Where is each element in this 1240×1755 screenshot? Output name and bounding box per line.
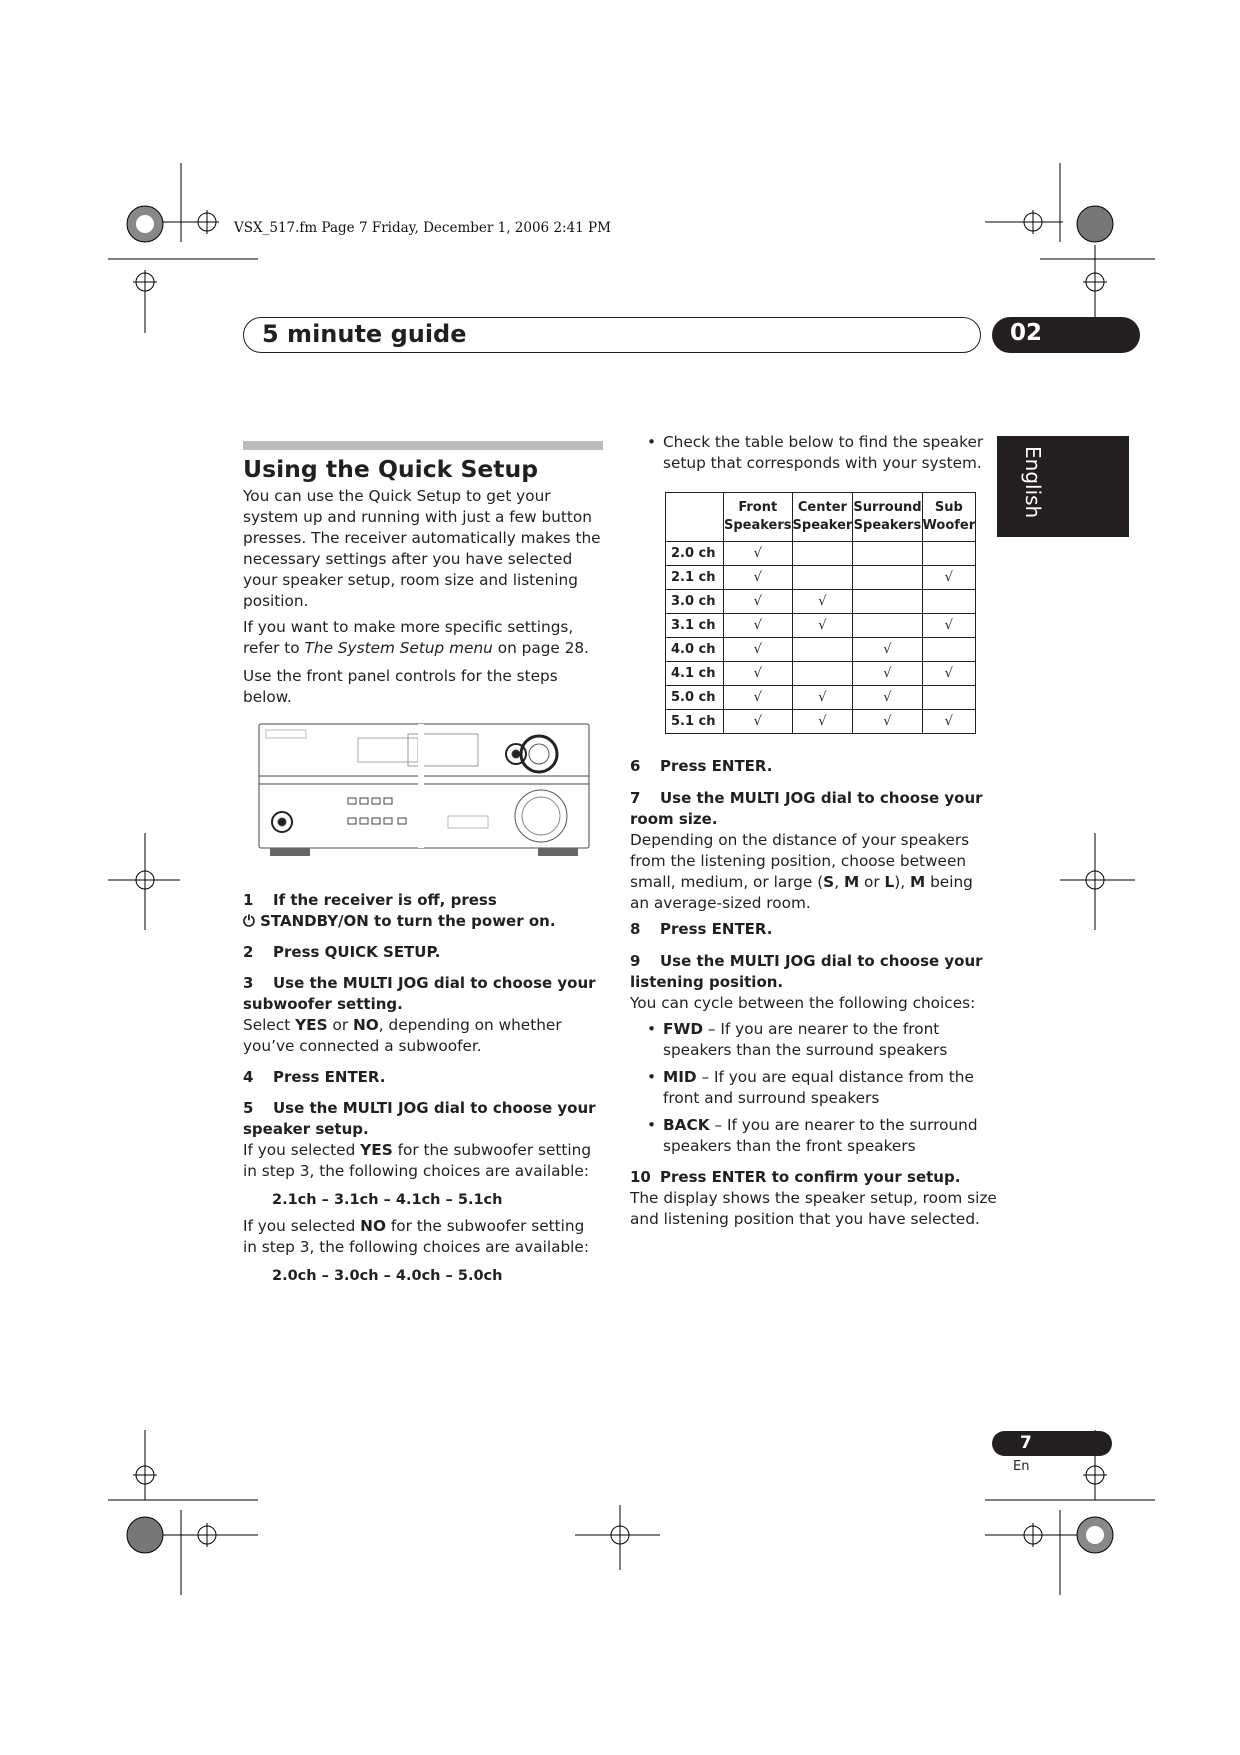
header-front-l2: Speakers xyxy=(724,518,792,533)
no-option: NO xyxy=(352,1016,379,1034)
size-l: L xyxy=(884,873,895,891)
check-cell xyxy=(724,662,793,686)
check-mark-icon: √ xyxy=(753,642,762,657)
print-header: VSX_517.fm Page 7 Friday, December 1, 2006 2:41 PM xyxy=(234,220,611,236)
step-5 xyxy=(243,1098,613,1119)
check-cell xyxy=(724,614,793,638)
check-cell xyxy=(724,566,793,590)
step-5-no-body xyxy=(243,1216,603,1258)
check-mark-icon: √ xyxy=(753,594,762,609)
page-title: 5 minute guide xyxy=(262,320,467,348)
table-corner-cell xyxy=(666,493,724,542)
bullet-icon: • xyxy=(647,1068,657,1086)
header-front xyxy=(724,493,793,542)
step-2-text: Press QUICK SETUP. xyxy=(273,943,441,961)
check-cell xyxy=(853,662,922,686)
step-10 xyxy=(630,1167,1010,1188)
step-7-body-a: Depending on the distance of your speakers from the listening position, choose between small, medium, or large ( xyxy=(630,831,970,891)
check-mark-icon: √ xyxy=(883,690,892,705)
sep-2: or xyxy=(859,873,885,891)
option-back-key: BACK xyxy=(663,1116,710,1134)
step-5-no-a: If you selected xyxy=(243,1217,361,1235)
header-front-l1: Front xyxy=(738,500,778,515)
check-cell xyxy=(853,638,922,662)
header-surround-l1: Surround xyxy=(853,500,922,515)
chapter-number-badge xyxy=(992,317,1140,353)
check-cell xyxy=(922,614,976,638)
settings-paragraph-page: on page 28. xyxy=(492,639,590,657)
check-cell xyxy=(724,710,793,734)
front-panel-paragraph: Use the front panel controls for the steps below. xyxy=(243,667,558,706)
check-cell xyxy=(792,710,853,734)
check-mark-icon: √ xyxy=(944,714,953,729)
check-mark-icon: √ xyxy=(753,714,762,729)
bullet-icon: • xyxy=(647,1020,657,1038)
step-7 xyxy=(630,788,1000,809)
table-row xyxy=(666,614,976,638)
choices-with-sub: 2.1ch – 3.1ch – 4.1ch – 5.1ch xyxy=(272,1192,503,1208)
row-label: 4.1 ch xyxy=(666,662,724,686)
bullet-icon: • xyxy=(647,433,657,451)
header-center-l2: Speaker xyxy=(792,518,853,533)
bullet-icon: • xyxy=(647,1116,657,1134)
check-cell xyxy=(792,566,853,590)
table-row xyxy=(666,686,976,710)
check-cell xyxy=(922,590,976,614)
table-row xyxy=(666,662,976,686)
section-rule xyxy=(243,441,603,450)
check-cell xyxy=(724,638,793,662)
option-back-text xyxy=(663,1115,978,1157)
table-row xyxy=(666,542,976,566)
check-cell xyxy=(792,590,853,614)
step-3-text: Use the MULTI JOG dial to choose your xyxy=(273,974,596,992)
no-option: NO xyxy=(360,1217,386,1235)
step-3-body-a: Select xyxy=(243,1016,296,1034)
step-10-body: The display shows the speaker setup, room size and listening position that you have selected. xyxy=(630,1189,997,1228)
row-label: 5.1 ch xyxy=(666,710,724,734)
step-1-cont xyxy=(243,911,613,932)
standby-icon: ⏻ xyxy=(243,912,261,930)
row-label: 5.0 ch xyxy=(666,686,724,710)
step-3-body-e: , depending on whether you’ve connected a subwoofer. xyxy=(243,1016,562,1055)
step-3 xyxy=(243,973,613,994)
row-label: 2.0 ch xyxy=(666,542,724,566)
step-1-text: If the receiver is off, press xyxy=(273,891,497,909)
step-9 xyxy=(630,951,1000,972)
step-9-cont: listening position. xyxy=(630,973,784,991)
chapter-title-bar xyxy=(243,317,981,353)
option-fwd-text xyxy=(663,1019,978,1061)
system-setup-reference: The System Setup menu xyxy=(304,639,493,657)
step-3-cont: subwoofer setting. xyxy=(243,995,403,1013)
header-surround xyxy=(853,493,922,542)
step-8 xyxy=(630,919,772,940)
size-m-2: M xyxy=(910,873,926,891)
option-mid-desc: – If you are equal distance from the front and surround speakers xyxy=(663,1068,974,1107)
size-s: S xyxy=(823,873,835,891)
check-mark-icon: √ xyxy=(883,714,892,729)
row-label: 4.0 ch xyxy=(666,638,724,662)
check-mark-icon: √ xyxy=(883,642,892,657)
language-tab xyxy=(997,436,1129,537)
step-7-body xyxy=(630,830,990,914)
check-cell xyxy=(922,710,976,734)
check-cell xyxy=(724,590,793,614)
check-cell xyxy=(922,638,976,662)
step-5-number: 5 xyxy=(243,1099,254,1117)
sep-1: , xyxy=(834,873,844,891)
yes-option: YES xyxy=(295,1016,328,1034)
table-intro-text: Check the table below to find the speaker setup that corresponds with your system. xyxy=(663,433,984,472)
check-mark-icon: √ xyxy=(944,666,953,681)
step-5-yes-a: If you selected xyxy=(243,1141,361,1159)
step-5-no-c: for the subwoofer setting in step 3, the following choices are available: xyxy=(243,1217,589,1256)
check-cell xyxy=(853,590,922,614)
option-fwd-key: FWD xyxy=(663,1020,704,1038)
step-7-body-end: being an average-sized room. xyxy=(630,873,973,912)
check-cell xyxy=(792,686,853,710)
step-4-text: Press ENTER. xyxy=(273,1068,386,1086)
section-title: Using the Quick Setup xyxy=(243,455,539,483)
check-mark-icon: √ xyxy=(883,666,892,681)
check-cell xyxy=(922,662,976,686)
check-cell xyxy=(792,638,853,662)
step-3-body xyxy=(243,1015,603,1057)
speaker-setup-table xyxy=(665,492,976,734)
yes-option: YES xyxy=(360,1141,393,1159)
step-8-text: Press ENTER. xyxy=(660,920,773,938)
option-back-desc: – If you are nearer to the surround speakers than the front speakers xyxy=(663,1116,978,1155)
header-surround-l2: Speakers xyxy=(853,518,922,533)
check-cell xyxy=(792,614,853,638)
step-1-text-2: STANDBY/ON to turn the power on. xyxy=(260,912,556,930)
page-number: 7 xyxy=(1020,1433,1032,1453)
header-sub-l2: Woofer xyxy=(922,518,976,533)
check-cell xyxy=(853,566,922,590)
header-sub xyxy=(922,493,976,542)
step-7-text: Use the MULTI JOG dial to choose your xyxy=(660,789,983,807)
check-cell xyxy=(922,686,976,710)
table-header-row xyxy=(666,493,976,542)
option-fwd-desc: – If you are nearer to the front speakers than the surround speakers xyxy=(663,1020,948,1059)
check-cell xyxy=(724,686,793,710)
check-mark-icon: √ xyxy=(818,618,827,633)
step-4-number: 4 xyxy=(243,1068,254,1086)
option-back xyxy=(647,1115,987,1159)
page-number-badge xyxy=(992,1431,1112,1456)
option-mid-key: MID xyxy=(663,1068,697,1086)
table-row xyxy=(666,590,976,614)
step-2-number: 2 xyxy=(243,943,254,961)
table-row xyxy=(666,638,976,662)
check-mark-icon: √ xyxy=(753,618,762,633)
check-cell xyxy=(792,662,853,686)
check-cell xyxy=(922,566,976,590)
step-7-number: 7 xyxy=(630,789,641,807)
step-3-body-c: or xyxy=(327,1016,353,1034)
size-m: M xyxy=(843,873,860,891)
table-body xyxy=(666,542,976,734)
step-9-text: Use the MULTI JOG dial to choose your xyxy=(660,952,983,970)
step-6 xyxy=(630,756,772,777)
check-mark-icon: √ xyxy=(753,570,762,585)
check-mark-icon: √ xyxy=(818,594,827,609)
option-mid-text xyxy=(663,1067,978,1109)
check-mark-icon: √ xyxy=(944,618,953,633)
row-label: 3.0 ch xyxy=(666,590,724,614)
step-5-text: Use the MULTI JOG dial to choose your xyxy=(273,1099,596,1117)
step-8-number: 8 xyxy=(630,920,641,938)
check-cell xyxy=(853,614,922,638)
check-mark-icon: √ xyxy=(818,690,827,705)
step-6-text: Press ENTER. xyxy=(660,757,773,775)
receiver-front-panel-illustration xyxy=(258,722,590,864)
step-9-body: You can cycle between the following choices: xyxy=(630,994,976,1012)
step-1 xyxy=(243,890,613,911)
check-cell xyxy=(922,542,976,566)
intro-paragraph: You can use the Quick Setup to get your system up and running with just a few button presses. The receiver automatically makes the necessary settings after you have selected your speaker setup, room size and listening position. xyxy=(243,487,601,610)
language-tab-label: English xyxy=(1021,446,1045,519)
table-row xyxy=(666,566,976,590)
choices-without-sub: 2.0ch – 3.0ch – 4.0ch – 5.0ch xyxy=(272,1268,503,1284)
option-mid xyxy=(647,1067,987,1111)
chapter-number: 02 xyxy=(1010,320,1043,346)
row-label: 3.1 ch xyxy=(666,614,724,638)
table-row xyxy=(666,710,976,734)
header-center-l1: Center xyxy=(797,500,847,515)
step-10-number: 10 xyxy=(630,1168,651,1186)
step-1-number: 1 xyxy=(243,891,254,909)
check-cell xyxy=(853,710,922,734)
row-label: 2.1 ch xyxy=(666,566,724,590)
check-mark-icon: √ xyxy=(753,666,762,681)
settings-paragraph xyxy=(243,617,603,659)
page-language: En xyxy=(1013,1459,1030,1474)
check-cell xyxy=(792,542,853,566)
sep-3: ), xyxy=(894,873,910,891)
step-5-yes-c: for the subwoofer setting in step 3, the following choices are available: xyxy=(243,1141,592,1180)
check-mark-icon: √ xyxy=(753,546,762,561)
header-center xyxy=(792,493,853,542)
check-mark-icon: √ xyxy=(818,714,827,729)
step-7-cont: room size. xyxy=(630,810,718,828)
settings-paragraph-text: If you want to make more specific settings, refer to xyxy=(243,618,574,657)
step-10-text: Press ENTER to confirm your setup. xyxy=(660,1168,961,1186)
header-sub-l1: Sub xyxy=(934,500,963,515)
step-2 xyxy=(243,942,440,963)
option-fwd xyxy=(647,1019,987,1063)
step-9-number: 9 xyxy=(630,952,641,970)
step-5-yes-body xyxy=(243,1140,603,1182)
step-4 xyxy=(243,1067,385,1088)
step-3-number: 3 xyxy=(243,974,254,992)
step-6-number: 6 xyxy=(630,757,641,775)
check-cell xyxy=(724,542,793,566)
step-5-cont: speaker setup. xyxy=(243,1120,369,1138)
check-cell xyxy=(853,686,922,710)
check-mark-icon: √ xyxy=(944,570,953,585)
check-cell xyxy=(853,542,922,566)
check-mark-icon: √ xyxy=(753,690,762,705)
table-intro-bullet xyxy=(647,432,987,476)
